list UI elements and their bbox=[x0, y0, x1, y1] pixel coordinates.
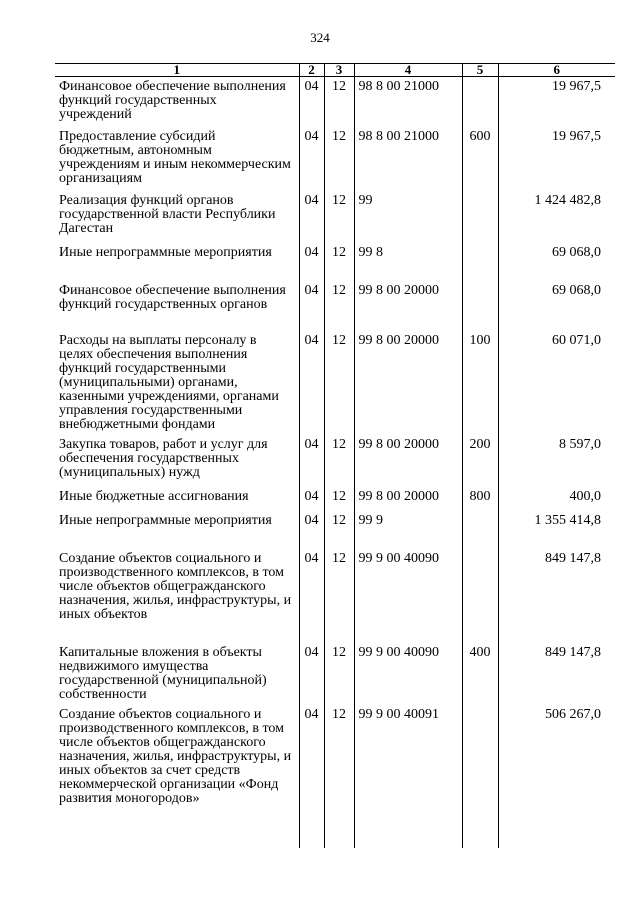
row-target-article: 99 8 bbox=[354, 243, 462, 281]
row-name: Реализация функций органов государственной власти Республики Дагестан bbox=[59, 192, 276, 236]
row-subsection: 12 bbox=[324, 549, 354, 643]
row-subsection: 12 bbox=[324, 331, 354, 435]
row-amount: 849 147,8 bbox=[498, 549, 615, 643]
row-section: 04 bbox=[299, 77, 324, 127]
row-name: Иные бюджетные ассигнования bbox=[59, 488, 249, 504]
header-col-3: 3 bbox=[324, 64, 354, 77]
row-amount: 8 597,0 bbox=[498, 435, 615, 487]
table-row bbox=[55, 487, 615, 511]
table-row bbox=[55, 549, 615, 643]
row-expense-type bbox=[462, 511, 498, 549]
row-amount: 1 355 414,8 bbox=[498, 511, 615, 549]
row-subsection: 12 bbox=[324, 487, 354, 511]
row-target-article: 99 9 bbox=[354, 511, 462, 549]
empty-cell bbox=[324, 815, 354, 848]
row-expense-type bbox=[462, 243, 498, 281]
header-col-2: 2 bbox=[299, 64, 324, 77]
row-name: Закупка товаров, работ и услуг для обеспечения государственных (муниципальных) нужд bbox=[59, 436, 268, 480]
row-section: 04 bbox=[299, 643, 324, 705]
empty-cell bbox=[55, 815, 299, 848]
budget-table bbox=[55, 63, 615, 848]
table-row bbox=[55, 511, 615, 549]
row-section: 04 bbox=[299, 127, 324, 191]
row-target-article: 99 bbox=[354, 191, 462, 243]
header-col-4: 4 bbox=[354, 64, 462, 77]
row-name: Капитальные вложения в объекты недвижимого имущества государственной (муниципальной) собственности bbox=[59, 644, 267, 702]
row-expense-type: 200 bbox=[462, 435, 498, 487]
row-target-article: 99 9 00 40091 bbox=[354, 705, 462, 815]
table-row bbox=[55, 77, 615, 127]
row-target-article: 99 9 00 40090 bbox=[354, 643, 462, 705]
row-target-article: 99 8 00 20000 bbox=[354, 487, 462, 511]
row-subsection: 12 bbox=[324, 281, 354, 331]
row-target-article: 99 8 00 20000 bbox=[354, 281, 462, 331]
table-row bbox=[55, 435, 615, 487]
row-expense-type: 400 bbox=[462, 643, 498, 705]
row-target-article: 98 8 00 21000 bbox=[354, 127, 462, 191]
row-name: Предоставление субсидий бюджетным, автономным учреждениям и иным некоммерческим организациям bbox=[59, 128, 291, 186]
header-col-5: 5 bbox=[462, 64, 498, 77]
table-row bbox=[55, 191, 615, 243]
row-target-article: 99 8 00 20000 bbox=[354, 435, 462, 487]
row-amount: 69 068,0 bbox=[498, 281, 615, 331]
row-target-article: 98 8 00 21000 bbox=[354, 77, 462, 127]
row-amount: 19 967,5 bbox=[498, 127, 615, 191]
row-amount: 400,0 bbox=[498, 487, 615, 511]
row-expense-type bbox=[462, 549, 498, 643]
row-expense-type bbox=[462, 705, 498, 815]
table-row bbox=[55, 243, 615, 281]
empty-cell bbox=[498, 815, 615, 848]
row-name: Финансовое обеспечение выполнения функций государственных учреждений bbox=[59, 79, 286, 122]
row-amount: 19 967,5 bbox=[498, 77, 615, 127]
table-row-continuation bbox=[55, 815, 615, 848]
page-number: 324 bbox=[310, 30, 330, 45]
header-col-6: 6 bbox=[498, 64, 615, 77]
empty-cell bbox=[299, 815, 324, 848]
row-name: Создание объектов социального и производственного комплексов, в том числе объектов общегражданского назначения, жилья, инфраструктуры, и иных объектов за счет средств некоммерческой организации «Фонд развития моногородов» bbox=[59, 706, 292, 806]
table-row bbox=[55, 281, 615, 331]
table-row bbox=[55, 127, 615, 191]
empty-cell bbox=[354, 815, 462, 848]
row-subsection: 12 bbox=[324, 191, 354, 243]
row-section: 04 bbox=[299, 511, 324, 549]
row-subsection: 12 bbox=[324, 127, 354, 191]
row-section: 04 bbox=[299, 487, 324, 511]
row-name: Финансовое обеспечение выполнения функций государственных органов bbox=[59, 282, 286, 312]
table-row bbox=[55, 705, 615, 815]
row-expense-type bbox=[462, 77, 498, 127]
row-subsection: 12 bbox=[324, 705, 354, 815]
empty-cell bbox=[462, 815, 498, 848]
row-section: 04 bbox=[299, 281, 324, 331]
row-amount: 1 424 482,8 bbox=[498, 191, 615, 243]
row-section: 04 bbox=[299, 243, 324, 281]
row-amount: 60 071,0 bbox=[498, 331, 615, 435]
row-subsection: 12 bbox=[324, 643, 354, 705]
row-name: Расходы на выплаты персоналу в целях обеспечения выполнения функций государственными (муниципальными) органами, казенными учреждениями, органами управления государственными внебюджетными фондами bbox=[59, 332, 279, 432]
row-expense-type bbox=[462, 281, 498, 331]
row-expense-type: 800 bbox=[462, 487, 498, 511]
row-section: 04 bbox=[299, 435, 324, 487]
row-name: Иные непрограммные мероприятия bbox=[59, 244, 272, 260]
row-expense-type bbox=[462, 191, 498, 243]
row-section: 04 bbox=[299, 705, 324, 815]
row-subsection: 12 bbox=[324, 435, 354, 487]
row-amount: 849 147,8 bbox=[498, 643, 615, 705]
row-subsection: 12 bbox=[324, 511, 354, 549]
row-target-article: 99 9 00 40090 bbox=[354, 549, 462, 643]
row-subsection: 12 bbox=[324, 243, 354, 281]
row-name: Создание объектов социального и производственного комплексов, в том числе объектов общегражданского назначения, жилья, инфраструктуры, и иных объектов bbox=[59, 550, 292, 622]
table-row bbox=[55, 643, 615, 705]
row-section: 04 bbox=[299, 331, 324, 435]
table-row bbox=[55, 331, 615, 435]
header-row bbox=[55, 64, 615, 77]
row-target-article: 99 8 00 20000 bbox=[354, 331, 462, 435]
row-section: 04 bbox=[299, 191, 324, 243]
row-expense-type: 100 bbox=[462, 331, 498, 435]
row-name: Иные непрограммные мероприятия bbox=[59, 512, 272, 528]
row-amount: 506 267,0 bbox=[498, 705, 615, 815]
header-col-1: 1 bbox=[55, 64, 299, 77]
row-amount: 69 068,0 bbox=[498, 243, 615, 281]
row-expense-type: 600 bbox=[462, 127, 498, 191]
row-subsection: 12 bbox=[324, 77, 354, 127]
row-section: 04 bbox=[299, 549, 324, 643]
